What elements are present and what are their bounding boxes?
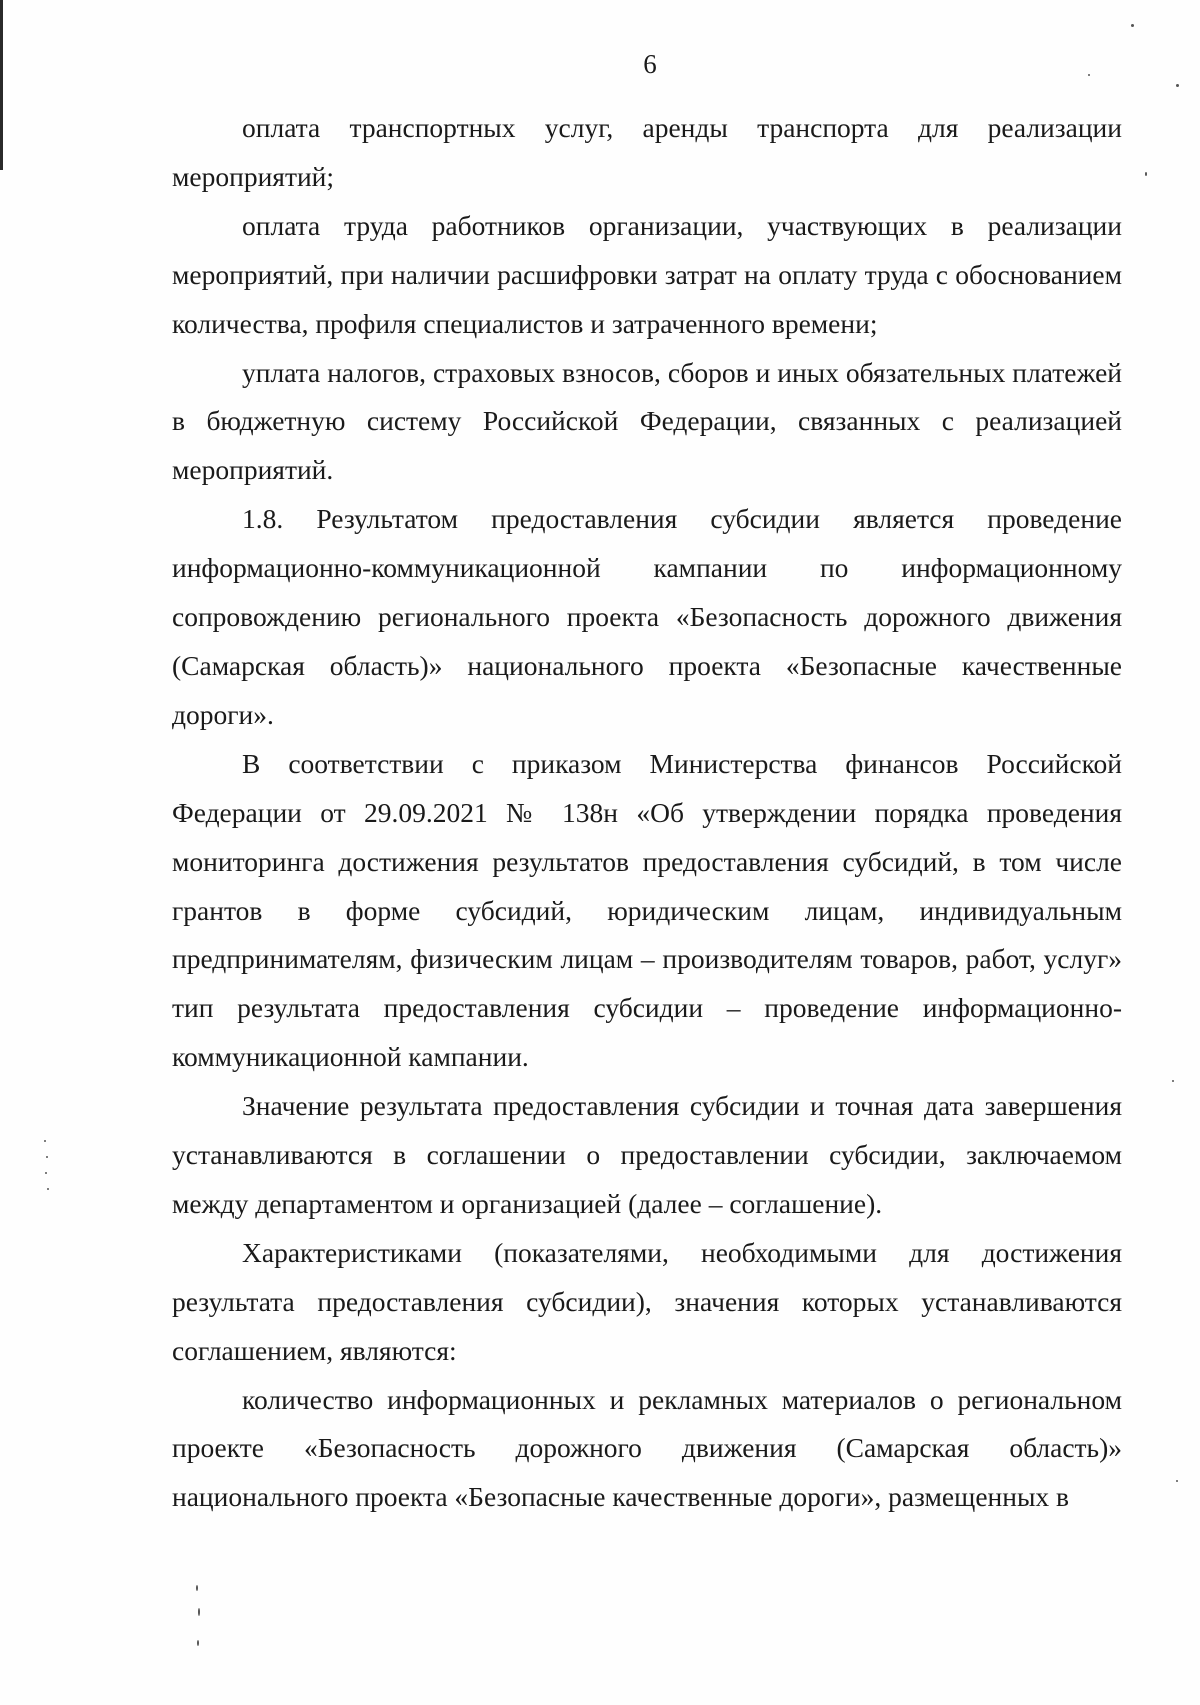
paragraph-result-value: Значение результата предоставления субсидии и точная дата завершения устанавливаются в соглашении о предоставлении субсидии, заключаемом между департаментом и организацией (далее – соглашение). bbox=[172, 1090, 1122, 1219]
scan-speck bbox=[44, 1140, 46, 1142]
paragraph-characteristics: Характеристиками (показателями, необходимыми для достижения результата предоставления субсидии), значения которых устанавливаются соглашением, являются: bbox=[172, 1236, 1122, 1366]
scan-speck bbox=[1145, 172, 1147, 176]
page-number: 6 bbox=[643, 49, 657, 79]
paragraph-subsidy-result: 1.8. Результатом предоставления субсидии является проведение информационно-коммуникационной кампании по информационному сопровождению регионального проекта «Безопасность дорожного движения (Самарская область)» национального проекта «Безопасные качественные дороги». bbox=[172, 503, 1122, 730]
scan-speck bbox=[1172, 1080, 1174, 1082]
scan-speck bbox=[1176, 1480, 1178, 1482]
scan-speck bbox=[196, 1585, 198, 1591]
paragraph-materials-count: количество информационных и рекламных материалов о региональном проекте «Безопасность дорожного движения (Самарская область)» национального проекта «Безопасные качественные дороги», размещенных в bbox=[172, 1383, 1122, 1513]
scan-speck bbox=[197, 1640, 199, 1646]
paragraph-labor-costs: оплата труда работников организации, участвующих в реализации мероприятий, при наличии расшифровки затрат на оплату труда с обоснованием количества, профиля специалистов и затраченного времени; bbox=[172, 209, 1122, 339]
scan-speck bbox=[45, 1172, 47, 1174]
page-body bbox=[172, 104, 1122, 1522]
paragraph-transport-costs: оплата транспортных услуг, аренды транспорта для реализации мероприятий; bbox=[172, 112, 1122, 192]
scan-speck bbox=[1131, 24, 1134, 27]
scan-edge-mark bbox=[0, 0, 3, 170]
paragraph-taxes: уплата налогов, страховых взносов, сборов и иных обязательных платежей в бюджетную систему Российской Федерации, связанных с реализацией мероприятий. bbox=[172, 356, 1122, 486]
scan-speck bbox=[46, 1156, 48, 1158]
paragraph-ministry-order: В соответствии с приказом Министерства финансов Российской Федерации от 29.09.2021 № 138н «Об утверждении порядка проведения мониторинга достижения результатов предоставления субсидий, в том числе грантов в форме субсидий, юридическим лицам, индивидуальным предпринимателям, физическим лицам – производителям товаров, работ, услуг» тип результата предоставления субсидии – проведение информационно-коммуникационной кампании. bbox=[172, 747, 1122, 1073]
scan-speck bbox=[198, 1608, 200, 1616]
scan-speck bbox=[1088, 74, 1090, 76]
scan-speck bbox=[1176, 84, 1179, 87]
scan-speck bbox=[47, 1188, 49, 1190]
